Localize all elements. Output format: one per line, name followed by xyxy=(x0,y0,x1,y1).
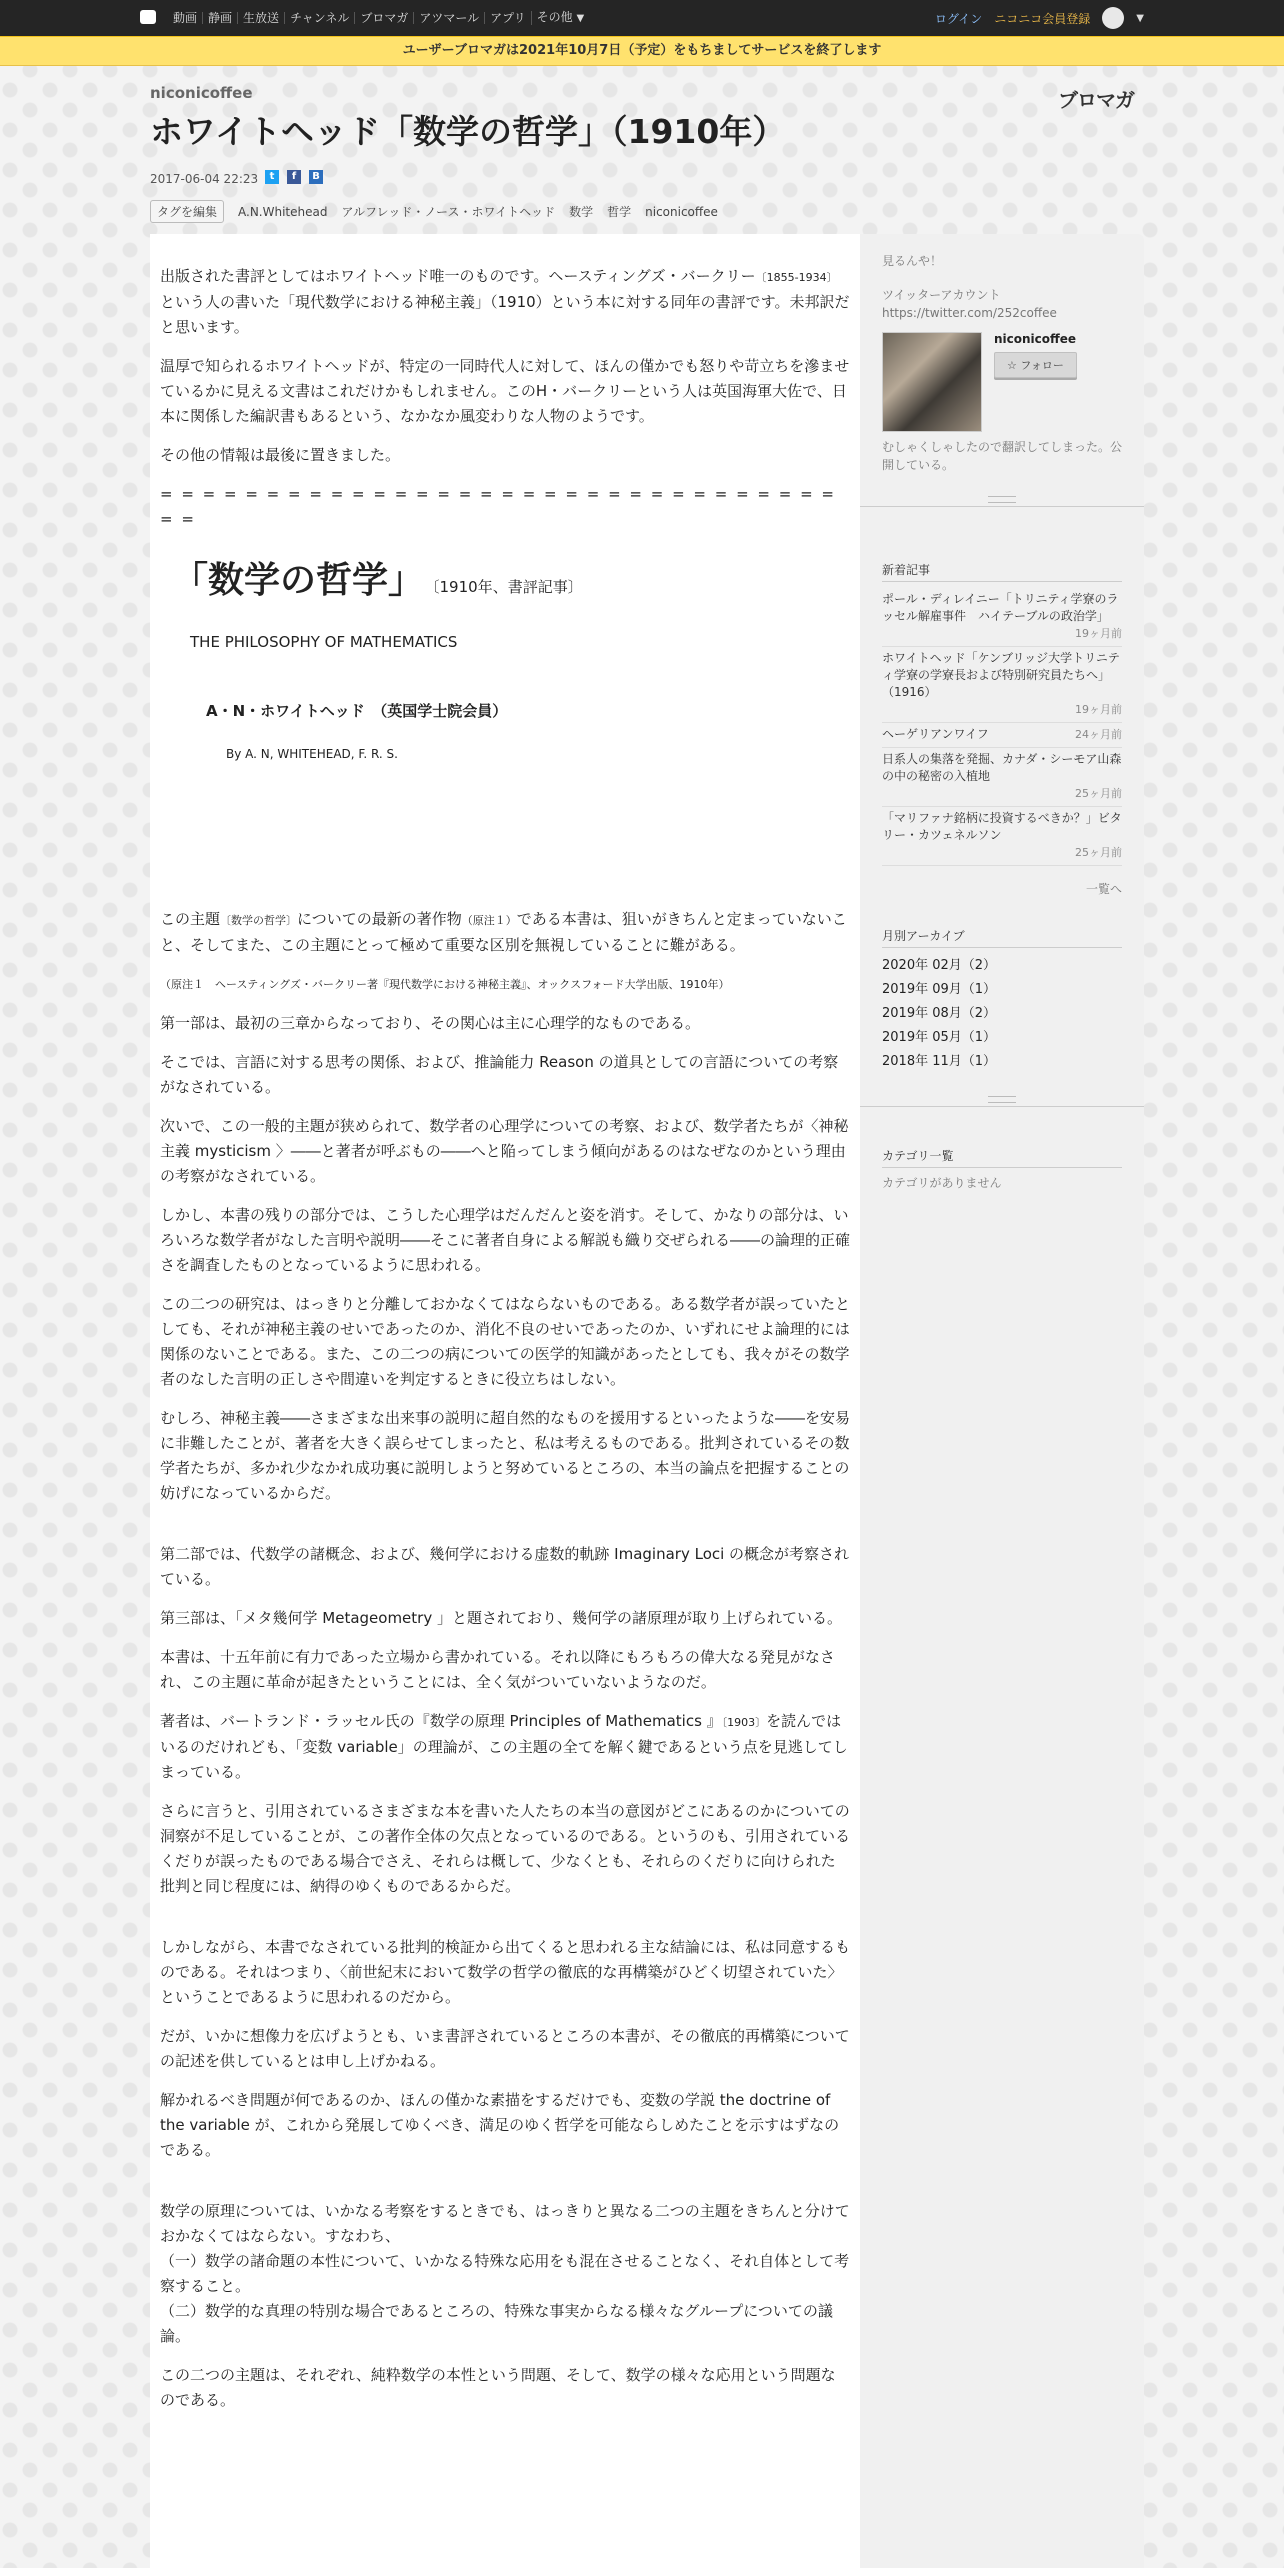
category-section xyxy=(860,1107,1144,1210)
body-paragraph: 本書は、十五年前に有力であった立場から書かれている。それ以降にもろもろの偉大なる発見がなされ、この主題に革命が起きたということには、全く気がついていないようなのだ。 xyxy=(160,1648,835,1691)
user-avatar-icon[interactable] xyxy=(1102,7,1124,29)
tag-item[interactable]: niconicoffee xyxy=(645,204,718,219)
profile-bio: むしゃくしゃしたので翻訳してしまった。公開している。 xyxy=(882,440,1123,472)
body-paragraph: だが、いかに想像力を広げようとも、いま書評されているところの本書が、その徹底的再構築についての記述を供しているとは申し上げかねる。 xyxy=(160,2027,850,2070)
body-paragraph: 解かれるべき問題が何であるのか、ほんの僅かな素描をするだけでも、変数の学説 the doctrine of the variable が、これから発展してゆくべき、満足のゆく哲学を可能ならしめたことを示すはずなのである。 xyxy=(160,2091,840,2159)
archive-item[interactable]: 2020年 02月（2） xyxy=(882,958,997,973)
profile-twitter: ツイッターアカウント https://twitter.com/252coffee xyxy=(882,288,1057,320)
blog-author[interactable]: niconicoffee xyxy=(150,84,253,102)
body-paragraph: 数学の原理については、いかなる考察をするときでも、はっきりと異なる二つの主題をきちんと分けておかなくてはならない。すなわち、 （一）数学の諸命題の本性について、いかなる特殊な応用をも混在させることなく、それ自体として考察すること。 （二）数学的な真理の特別な場合であるところの、特殊な事実からなる様々なグループについての議論。 xyxy=(160,2202,850,2345)
collapse-handle[interactable] xyxy=(860,492,1144,507)
chevron-down-icon: ▼ xyxy=(576,13,585,24)
nav-app[interactable]: アプリ xyxy=(484,12,531,24)
nav-seiga[interactable]: 静画 xyxy=(202,12,237,24)
tag-item[interactable]: アルフレッド・ノース・ホワイトヘッド xyxy=(341,205,556,219)
body-paragraph: そこでは、言語に対する思考の関係、および、推論能力 Reason の道具としての言語についての考察がなされている。 xyxy=(160,1053,839,1096)
profile-name[interactable]: niconicoffee xyxy=(994,332,1077,346)
body-paragraph: 次いで、この一般的主題が狭められて、数学者の心理学についての考察、および、数学者たちが〈神秘主義 mysticism 〉――と著者が呼ぶもの――へと陥ってしまう傾向があるのはなぜなのかという理由の考察がなされている。 xyxy=(160,1117,849,1185)
login-link[interactable]: ログイン xyxy=(934,11,983,26)
intro-paragraph: 温厚で知られるホワイトヘッドが、特定の一同時代人に対して、ほんの僅かでも怒りや苛立ちを滲ませているかに見える文書はこれだけかもしれません。このH・バークリーという人は英国海軍大佐で、日本に関係した編訳書もあるという、なかなか風変わりな人物のようです。 xyxy=(160,357,850,425)
tag-list xyxy=(150,200,718,223)
body-paragraph: 第二部では、代数学の諸概念、および、幾何学における虚数的軌跡 Imaginary Loci の概念が考察されている。 xyxy=(160,1545,850,1588)
essay-subtitle-en: THE PHILOSOPHY OF MATHEMATICS xyxy=(190,633,458,651)
service-end-notice: ユーザーブロマガは2021年10月7日（予定）をもちましてサービスを終了します xyxy=(0,36,1284,66)
archive-heading: 月別アーカイブ xyxy=(882,927,1122,948)
intro-paragraph: 出版された書評としてはホワイトヘッド唯一のものです。ヘースティングズ・バークリー〔1855-1934〕という人の書いた「現代数学における神秘主義」（1910）という本に対する同年の書評です。未邦訳だと思います。 xyxy=(160,267,850,336)
archive-list xyxy=(882,954,1122,1074)
nav-atsumaru[interactable]: アツマール xyxy=(413,12,484,24)
post-date: 2017-06-04 22:23 xyxy=(150,172,259,186)
essay-author: A・N・ホワイトヘッド （英国学士院会員） xyxy=(206,702,508,720)
recent-article-item[interactable]: 日系人の集落を発掘、カナダ・シーモア山森の中の秘密の入植地 25ヶ月前 xyxy=(882,748,1122,807)
collapse-handle[interactable] xyxy=(860,1092,1144,1107)
page-title: ホワイトヘッド「数学の哲学」（1910年） xyxy=(150,112,786,151)
more-articles-link[interactable]: 一覧へ xyxy=(1085,882,1122,896)
body-paragraph: しかしながら、本書でなされている批判的検証から出てくると思われる主な結論には、私は同意するものである。それはつまり、〈前世紀末において数学の哲学の徹底的な再構築がひどく切望されていた〉ということであるように思われるのだから。 xyxy=(160,1938,851,2006)
share-buttons xyxy=(265,170,323,184)
edit-tags-button[interactable]: タグを編集 xyxy=(150,200,224,223)
body-paragraph: この二つの研究は、はっきりと分離しておかなくてはならないものである。ある数学者が誤っていたとしても、それが神秘主義のせいであったのか、消化不良のせいであったのか、いずれにせよ論理的には関係のないことである。また、この二つの病についての医学的知識があったとしても、我々がその数学者のなした言明の正しさや間違いを判定するときに役立ちはしない。 xyxy=(160,1295,851,1388)
intro-paragraph: その他の情報は最後に置きました。 xyxy=(160,446,401,464)
nav-other-label: その他 xyxy=(536,10,573,24)
nav-other[interactable] xyxy=(531,11,590,25)
nav-channel[interactable]: チャンネル xyxy=(284,12,354,24)
recent-articles xyxy=(860,507,1144,1092)
recent-article-item[interactable]: ホワイトヘッド「ケンブリッジ大学トリニティ学寮の学寮長および特別研究員たちへ」（1916） 19ヶ月前 xyxy=(882,647,1122,723)
tag-item[interactable]: A.N.Whitehead xyxy=(238,204,328,219)
tag-item[interactable]: 数学 xyxy=(569,205,594,219)
facebook-share-icon[interactable]: f xyxy=(287,170,301,184)
global-nav-bar xyxy=(0,0,1284,36)
category-heading: カテゴリ一覧 xyxy=(882,1147,1122,1168)
nav-douga[interactable]: 動画 xyxy=(173,11,198,25)
body-paragraph: 第三部は、「メタ幾何学 Metageometry 」と題されており、幾何学の諸原理が取り上げられている。 xyxy=(160,1609,842,1627)
body-paragraph: この主題〔数学の哲学〕についての最新の著作物（原注１）である本書は、狙いがきちんと定まっていないこと、そしてまた、この主題にとって極めて重要な区別を無視していることに難がある。 xyxy=(160,910,847,954)
chevron-down-icon[interactable]: ▼ xyxy=(1136,12,1144,24)
archive-item[interactable]: 2019年 09月（1） xyxy=(882,982,997,997)
article-header xyxy=(130,64,1154,234)
body-paragraph: 第一部は、最初の三章からなっており、その関心は主に心理学的なものである。 xyxy=(160,1014,701,1032)
tag-item[interactable]: 哲学 xyxy=(607,205,632,219)
body-paragraph: この二つの主題は、それぞれ、純粋数学の本性という問題、そして、数学の様々な応用という問題なのである。 xyxy=(160,2366,836,2409)
register-link[interactable]: ニコニコ会員登録 xyxy=(994,11,1091,26)
body-paragraph: さらに言うと、引用されているさまざまな本を書いた人たちの本当の意図がどこにあるのかについての洞察が不足していることが、この著作全体の欠点となっているのである。というのも、引用されているくだりが誤ったものである場合でさえ、それらは概して、少なくとも、それらのくだりに向けられた批判と同じ程度には、納得のゆくものであるからだ。 xyxy=(160,1802,851,1895)
star-icon: ☆ xyxy=(1007,359,1017,372)
nav-live[interactable]: 生放送 xyxy=(237,12,284,24)
category-empty: カテゴリがありません xyxy=(882,1176,1002,1190)
article-body xyxy=(150,234,860,2568)
follow-label: フォロー xyxy=(1020,359,1064,372)
body-paragraph: 著者は、バートランド・ラッセル氏の『数学の原理 Principles of Mathematics 』〔1903〕を読んではいるのだけれども、「変数 variable」の理論が、この主題の全てを解く鍵であるという点を見逃してしまっている。 xyxy=(160,1712,848,1781)
nav-blomaga[interactable]: ブロマガ xyxy=(354,12,413,24)
profile-section xyxy=(860,234,1144,492)
essay-author-en: By A. N, WHITEHEAD, F. R. S. xyxy=(226,747,398,761)
archive-item[interactable]: 2019年 08月（2） xyxy=(882,1006,997,1021)
body-paragraph: しかし、本書の残りの部分では、こうした心理学はだんだんと姿を消す。そして、かなりの部分は、いろいろな数学者がなした言明や説明――そこに著者自身による解説も織り交ぜられる――の論理的正確さを調査したものとなっているように思われる。 xyxy=(160,1206,851,1274)
follow-button[interactable] xyxy=(994,352,1077,378)
archive-item[interactable]: 2019年 05月（1） xyxy=(882,1030,997,1045)
niconico-home-icon[interactable] xyxy=(140,10,156,24)
blomaga-logo[interactable]: ブロマガ xyxy=(1058,88,1134,112)
separator-line: = = = = = = = = = = = = = = = = = = = = = = = = = = = = = = = = = = xyxy=(160,485,836,528)
global-nav-links xyxy=(168,0,589,36)
body-paragraph: むしろ、神秘主義――さまざまな出来事の説明に超自然的なものを援用するといったような――を安易に非難したことが、著者を大きく誤らせてしまったと、私は考えるものである。批判されているその数学者たちが、多かれ少なかれ成功裏に説明しようと努めているところの、本当の論点を把握することの妨げになっているからだ。 xyxy=(160,1409,851,1502)
recent-heading: 新着記事 xyxy=(882,561,1122,582)
hatena-bookmark-icon[interactable]: B xyxy=(309,170,323,184)
footnote: （原注１ ヘースティングズ・バークリー著『現代数学における神秘主義』、オックスフォード大学出版、1910年） xyxy=(160,978,730,991)
twitter-share-icon[interactable]: t xyxy=(265,170,279,184)
recent-article-item[interactable]: 「マリファナ銘柄に投資するべきか？」ビタリー・カツェネルソン 25ヶ月前 xyxy=(882,807,1122,866)
archive-item[interactable]: 2018年 11月（1） xyxy=(882,1054,997,1069)
sidebar xyxy=(860,234,1144,2568)
recent-article-item[interactable]: ポール・ディレイニー「トリニティ学寮のラッセル解雇事件 ハイテーブルの政治学」 19ヶ月前 xyxy=(882,588,1122,647)
essay-title: 「数学の哲学」 〔1910年、書評記事〕 xyxy=(172,560,583,601)
recent-article-item[interactable]: ヘーゲリアンワイフ 24ヶ月前 xyxy=(882,723,1122,748)
profile-photo[interactable] xyxy=(882,332,982,432)
profile-greeting: 見るんや！ xyxy=(882,254,943,268)
